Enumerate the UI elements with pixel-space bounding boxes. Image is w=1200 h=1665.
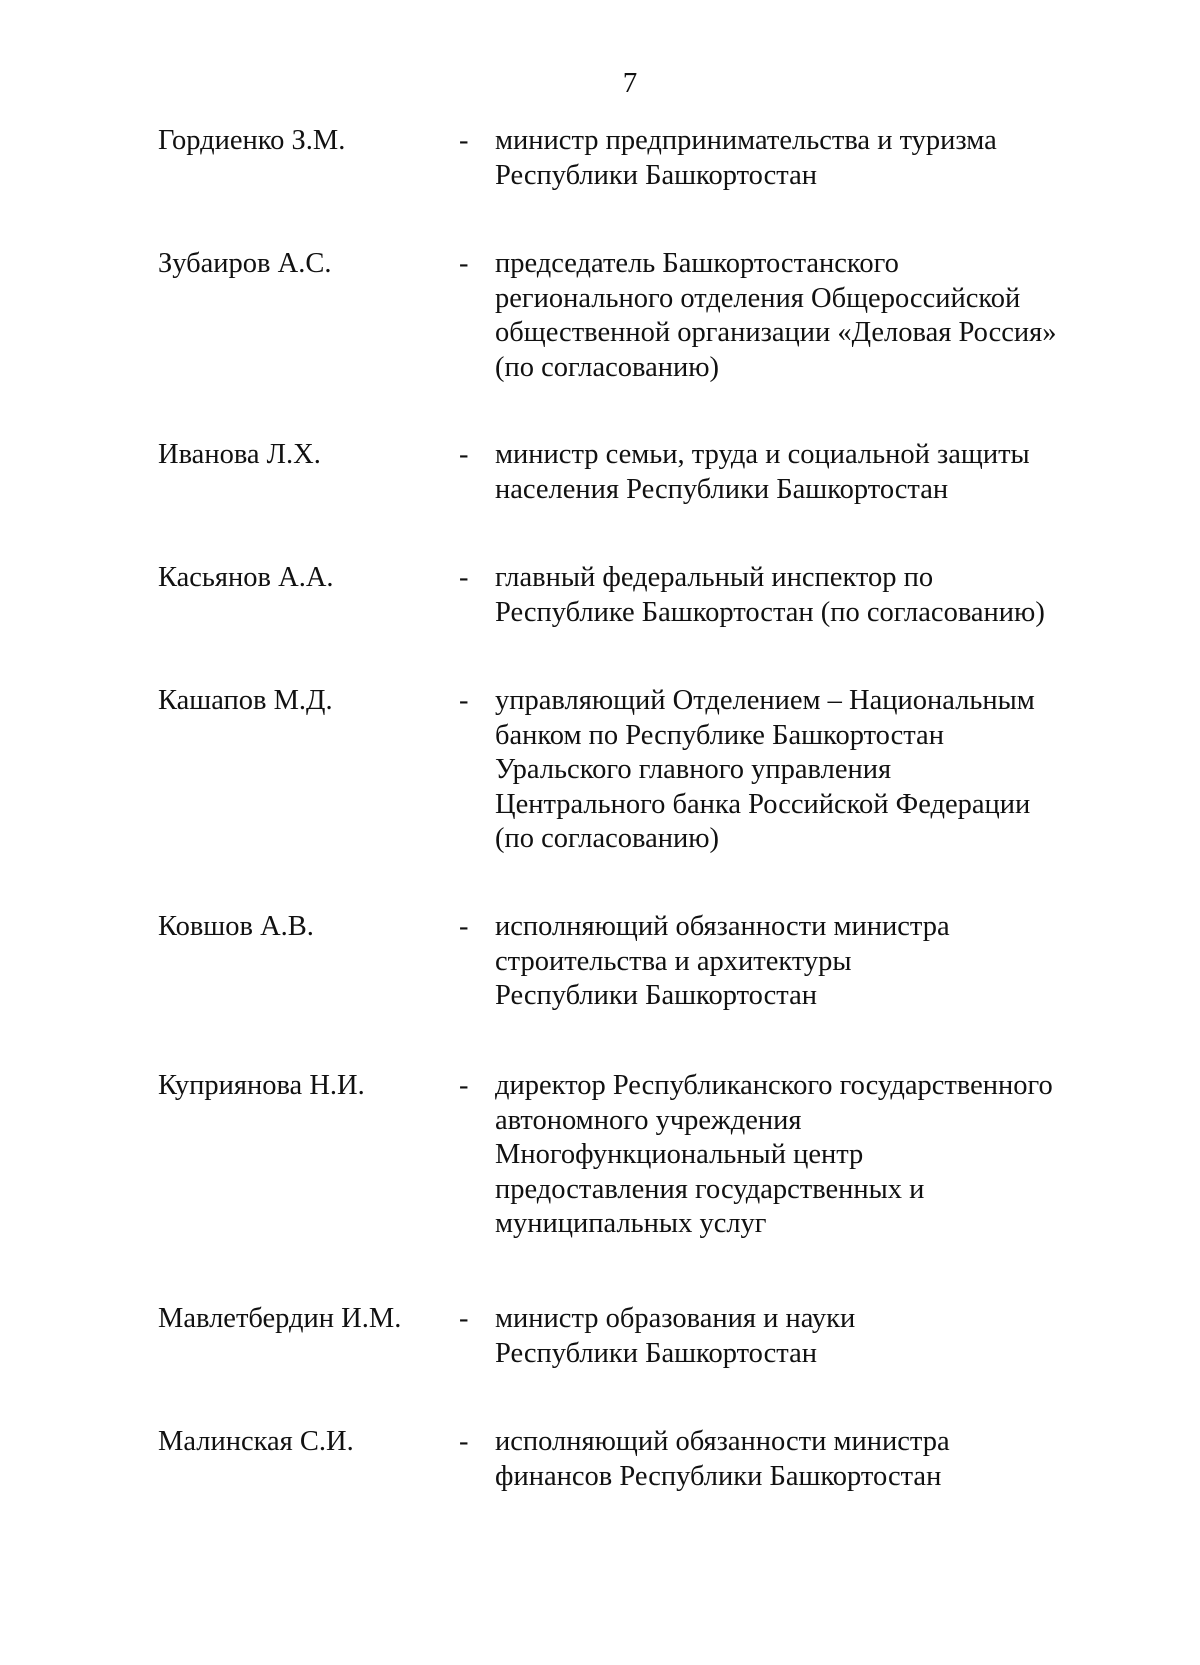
position-line: Уральского главного управления <box>495 754 892 785</box>
position-line: (по согласованию) <box>495 823 720 854</box>
member-position <box>495 438 1105 507</box>
position-line: предоставления государственных и <box>495 1173 925 1205</box>
position-line: автономного учреждения <box>495 1104 802 1136</box>
member-dash: - <box>459 685 469 716</box>
member-name: Куприянова Н.И. <box>158 1070 365 1101</box>
member-name: Кашапов М.Д. <box>158 685 333 716</box>
position-line: председатель Башкортостанского <box>495 248 899 279</box>
position-line: министр семьи, труда и социальной защиты <box>495 439 1030 470</box>
member-name: Гордиенко З.М. <box>158 125 346 156</box>
member-position <box>495 1302 1105 1371</box>
position-line: банком по Республике Башкортостан <box>495 719 944 751</box>
member-name: Зубаиров А.С. <box>158 248 332 279</box>
member-name: Ковшов А.В. <box>158 911 314 942</box>
member-name: Малинская С.И. <box>158 1426 354 1457</box>
member-position <box>495 561 1105 630</box>
member-position <box>495 1425 1105 1494</box>
member-dash: - <box>459 1303 469 1334</box>
position-line: муниципальных услуг <box>495 1208 767 1239</box>
member-position <box>495 1069 1105 1242</box>
position-line: финансов Республики Башкортостан <box>495 1460 942 1492</box>
member-position <box>495 910 1105 1014</box>
member-dash: - <box>459 562 469 593</box>
member-name: Касьянов А.А. <box>158 562 334 593</box>
position-line: регионального отделения Общероссийской <box>495 282 1021 314</box>
member-name: Мавлетбердин И.М. <box>158 1303 402 1334</box>
member-position <box>495 684 1105 857</box>
position-line: исполняющий обязанности министра <box>495 911 950 942</box>
position-line: главный федеральный инспектор по <box>495 562 934 593</box>
position-line: Республики Башкортостан <box>495 980 817 1011</box>
member-name: Иванова Л.Х. <box>158 439 321 470</box>
position-line: (по согласованию) <box>495 351 720 383</box>
position-line: исполняющий обязанности министра <box>495 1426 950 1457</box>
position-line: Республики Башкортостан <box>495 159 817 191</box>
member-dash: - <box>459 911 469 942</box>
position-line: строительства и архитектуры <box>495 945 852 977</box>
position-line: управляющий Отделением – Национальным <box>495 685 1035 716</box>
position-line: Многофункциональный центр <box>495 1139 864 1170</box>
position-line: Республики Башкортостан <box>495 1337 817 1369</box>
page-number: 7 <box>622 67 638 99</box>
position-line: Центрального банка Российской Федерации <box>495 788 1031 820</box>
member-dash: - <box>459 125 469 156</box>
position-line: населения Республики Башкортостан <box>495 473 949 505</box>
member-position <box>495 124 1105 193</box>
member-dash: - <box>459 1426 469 1457</box>
position-line: министр образования и науки <box>495 1303 856 1334</box>
position-line: министр предпринимательства и туризма <box>495 125 997 156</box>
position-line: общественной организации «Деловая Россия» <box>495 317 1057 348</box>
position-line: директор Республиканского государственного <box>495 1070 1053 1101</box>
position-line: Республике Башкортостан (по согласованию) <box>495 596 1045 628</box>
member-dash: - <box>459 439 469 470</box>
member-position <box>495 247 1105 385</box>
member-dash: - <box>459 248 469 279</box>
member-dash: - <box>459 1070 469 1101</box>
